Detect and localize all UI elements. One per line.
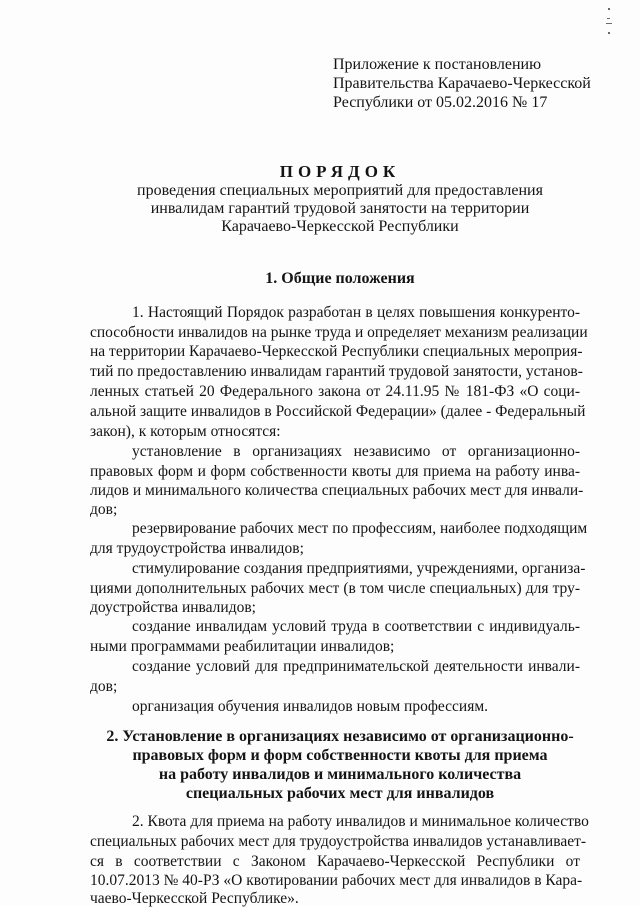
paragraph-line: создание условий для предпринимательской деятельности инвали- — [132, 658, 580, 675]
appendix-line: Республики от 05.02.2016 № 17 — [333, 94, 548, 111]
paragraph-line: организация обучения инвалидов новым профессиям. — [132, 698, 489, 715]
section-2-heading — [90, 727, 590, 803]
scan-mark-icon — [602, 8, 616, 36]
subtitle-line: проведения специальных мероприятий для предоставления — [137, 182, 543, 199]
paragraph-line: ными программами реабилитации инвалидов; — [90, 638, 395, 655]
paragraph-line: создание инвалидам условий труда в соответствии с индивидуаль- — [132, 618, 580, 635]
paragraph-line: закон), к которым относятся: — [90, 423, 281, 440]
paragraph-line: установление в организациях независимо от организационно- — [132, 443, 580, 460]
paragraph-line: чаево-Черкесской Республике». — [90, 890, 299, 907]
heading-line: специальных рабочих мест для инвалидов — [185, 785, 495, 802]
paragraph-line: циями дополнительных рабочих мест (в том числе специальных) для тру- — [90, 580, 580, 597]
appendix-line: Правительства Карачаево-Черкесской — [333, 75, 591, 92]
paragraph-line: дов; — [90, 678, 118, 695]
paragraph-line: доустройства инвалидов; — [90, 599, 256, 616]
section-1-heading: 1. Общие положения — [265, 270, 415, 287]
paragraph-line: ся в соответствии с Законом Карачаево-Черкесской Республики от — [90, 853, 580, 870]
paragraph-line: тий по предоставлению инвалидам гарантий трудовой занятости, установ- — [90, 363, 583, 380]
paragraph-line: 10.07.2013 № 40-РЗ «О квотировании рабочих мест для инвалидов в Кара- — [90, 872, 583, 889]
subtitle-line: Карачаево-Черкесской Республики — [221, 218, 459, 235]
paragraph-line: дов; — [90, 501, 118, 518]
paragraph-line: альной защите инвалидов в Российской Федерации» (далее - Федеральный — [90, 403, 586, 420]
paragraph-line: стимулирование создания предприятиями, учреждениями, организа- — [132, 560, 586, 577]
paragraph-line: на территории Карачаево-Черкесской Республики специальных мероприя- — [90, 343, 583, 360]
heading-line: 2. Установление в организациях независимо от организационно- — [106, 728, 574, 745]
document-title: ПОРЯДОК — [279, 162, 401, 181]
paragraph-line: правовых форм и форм собственности квоты для приема на работу инва- — [90, 463, 580, 480]
paragraph-line: резервирование рабочих мест по профессиям, наиболее подходящим — [132, 520, 588, 537]
heading-line: правовых форм и форм собственности квоты для приема — [132, 747, 548, 764]
paragraph-line: способности инвалидов на рынке труда и определяет механизм реализации — [90, 324, 588, 341]
paragraph-line: 2. Квота для приема на работу инвалидов и минимальное количество — [132, 813, 589, 830]
appendix-line: Приложение к постановлению — [333, 56, 542, 73]
paragraph-line: ленных статьей 20 Федерального закона от 24.11.95 № 181-ФЗ «О соци- — [90, 383, 580, 400]
paragraph-line: специальных рабочих мест для трудоустройства инвалидов устанавливает- — [90, 833, 587, 850]
paragraph-line: для трудоустройства инвалидов; — [90, 540, 304, 557]
heading-line: на работу инвалидов и минимального количества — [158, 766, 522, 783]
paragraph-line: 1. Настоящий Порядок разработан в целях повышения конкуренто- — [132, 304, 580, 321]
paragraph-line: лидов и минимального количества специальных рабочих мест для инвали- — [90, 482, 584, 499]
subtitle-line: инвалидам гарантий трудовой занятости на территории — [150, 200, 530, 217]
document-subtitle — [90, 182, 590, 236]
appendix-note — [333, 55, 633, 112]
